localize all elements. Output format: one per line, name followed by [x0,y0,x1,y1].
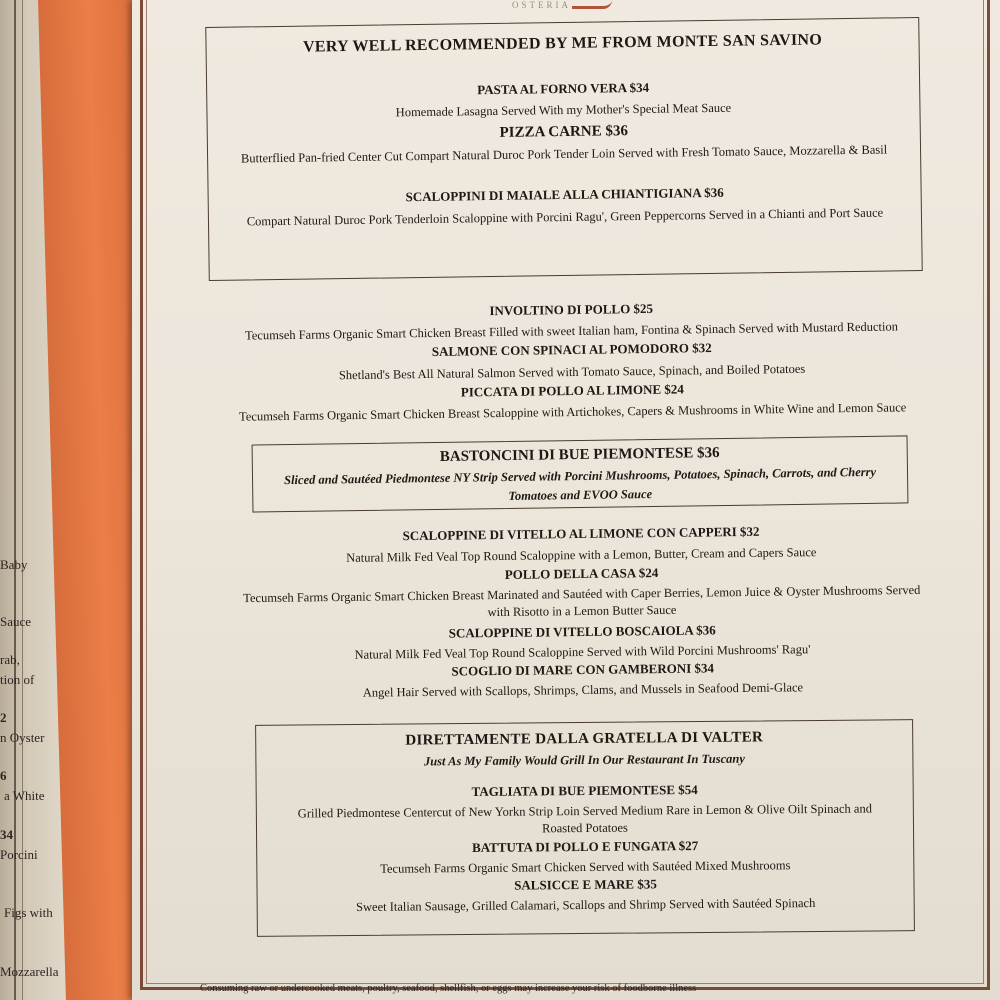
logo-swoosh [572,0,612,9]
fragment-text: rab, [0,652,20,667]
grill-section [255,719,915,937]
menu-item-desc: Tecumseh Farms Organic Smart Chicken Served with Sautéed Mixed Mushrooms [380,858,791,876]
menu-section [201,517,963,706]
background-menu-page [0,0,130,1000]
section-title: DIRETTAMENTE DALLA GRATELLA DI VALTER [405,729,764,749]
fragment-text: tion of [0,672,35,687]
menu-item-desc: Natural Milk Fed Veal Top Round Scaloppine with a Lemon, Butter, Cream and Capers Sauce [346,545,817,565]
menu-item-name: BATTUTA DI POLLO E FUNGATA $27 [471,838,699,855]
fragment-text: Mozzarella [0,964,59,979]
menu-item-desc: Shetland's Best All Natural Salmon Served with Tomato Sauce, Spinach, and Boiled Potatoes [338,361,806,383]
menu-item-name: SALSICCE E MARE $35 [514,876,657,893]
fragment-text: a White [4,788,45,803]
footer-disclaimer: Consuming raw or undercooked meats, poultry, seafood, shellfish, or eggs may increase your risk of foodborne illness [200,983,697,994]
menu-item-name: PASTA AL FORNO VERA $34 [477,79,650,98]
menu-item-name: TAGLIATA DI BUE PIEMONTESE $54 [471,782,698,799]
menu-item-desc: Natural Milk Fed Veal Top Round Scaloppine Served with Wild Porcini Mushrooms' Ragu' [354,642,811,662]
menu-item-name: PIZZA CARNE $36 [499,123,629,141]
menu-item-desc: Butterflied Pan-fried Center Cut Compart Natural Duroc Pork Tender Loin Served with Fresh Tomato Sauce, Mozzarella & Basil [240,142,888,166]
menu-item-desc: Tecumseh Farms Organic Smart Chicken Breast Marinated and Sautéed with Caper Berries, Lemon Juice & Oyster Mushrooms Served with Risotto in a Lemon Butter Sauce [243,582,921,620]
menu-item-name: SCALOPPINE DI VITELLO BOSCAIOLA $36 [448,622,716,641]
logo-text: OSTERIA [512,0,571,10]
fragment-text: 2 [0,710,7,725]
recommended-section [205,17,922,281]
menu-item-name: POLLO DELLA CASA $24 [504,565,659,582]
section-title: VERY WELL RECOMMENDED BY ME FROM MONTE SAN SAVINO [302,31,823,56]
fragment-text: n Oyster [0,730,45,745]
menu-item-name: PICCATA DI POLLO AL LIMONE $24 [460,381,684,400]
menu-item-name: SCALOPPINI DI MAIALE ALLA CHIANTIGIANA $36 [405,184,724,205]
menu-item-desc: Homemade Lasagna Served With my Mother's Special Meat Sauce [395,100,732,120]
menu-section [191,293,953,439]
menu-item-desc: Tecumseh Farms Organic Smart Chicken Breast Scaloppine with Artichokes, Capers & Mushrooms in White Wine and Lemon Sauce [238,400,907,424]
fragment-text: Porcini [0,847,38,862]
menu-page [132,0,1000,1000]
menu-item-desc: Sliced and Sautéed Piedmontese NY Strip Served with Porcini Mushrooms, Potatoes, Spinach, Carrots, and Cherry Tomatoes and EVOO Sauce [283,464,877,504]
fragment-text: 34 [0,827,13,842]
menu-item-desc: Tecumseh Farms Organic Smart Chicken Breast Filled with sweet Italian ham, Fontina & Spinach Served with Mustard Reduction [244,319,899,343]
menu-item-name: SALMONE CON SPINACI AL POMODORO $32 [431,340,712,359]
menu-item-desc: Grilled Piedmontese Centercut of New Yorkn Strip Loin Served Medium Rare in Lemon & Olive Oilt Spinach and Roasted Potatoes [297,801,873,836]
menu-item-name: SCALOPPINE DI VITELLO AL LIMONE CON CAPPERI $32 [402,523,760,544]
fragment-text: Figs with [4,905,53,920]
featured-item-box [252,435,909,512]
fragment-text: Baby [0,557,28,572]
fragment-text: Sauce [0,614,32,629]
menu-item-desc: Angel Hair Served with Scallops, Shrimps, Clams, and Mussels in Seafood Demi-Glace [362,680,804,700]
menu-item-desc: Sweet Italian Sausage, Grilled Calamari, Scallops and Shrimp Served with Sautéed Spinach [355,895,816,915]
menu-item-desc: Compart Natural Duroc Pork Tenderloin Scaloppine with Porcini Ragu', Green Peppercorns Served in a Chianti and Port Sauce [246,205,884,229]
menu-item-name: INVOLTINO DI POLLO $25 [489,300,654,319]
menu-item-name: BASTONCINI DI BUE PIEMONTESE $36 [439,445,720,465]
menu-item-name: SCOGLIO DI MARE CON GAMBERONI $34 [451,660,715,679]
fragment-text: 6 [0,768,7,783]
section-subtitle: Just As My Family Would Grill In Our Restaurant In Tuscany [423,751,745,769]
